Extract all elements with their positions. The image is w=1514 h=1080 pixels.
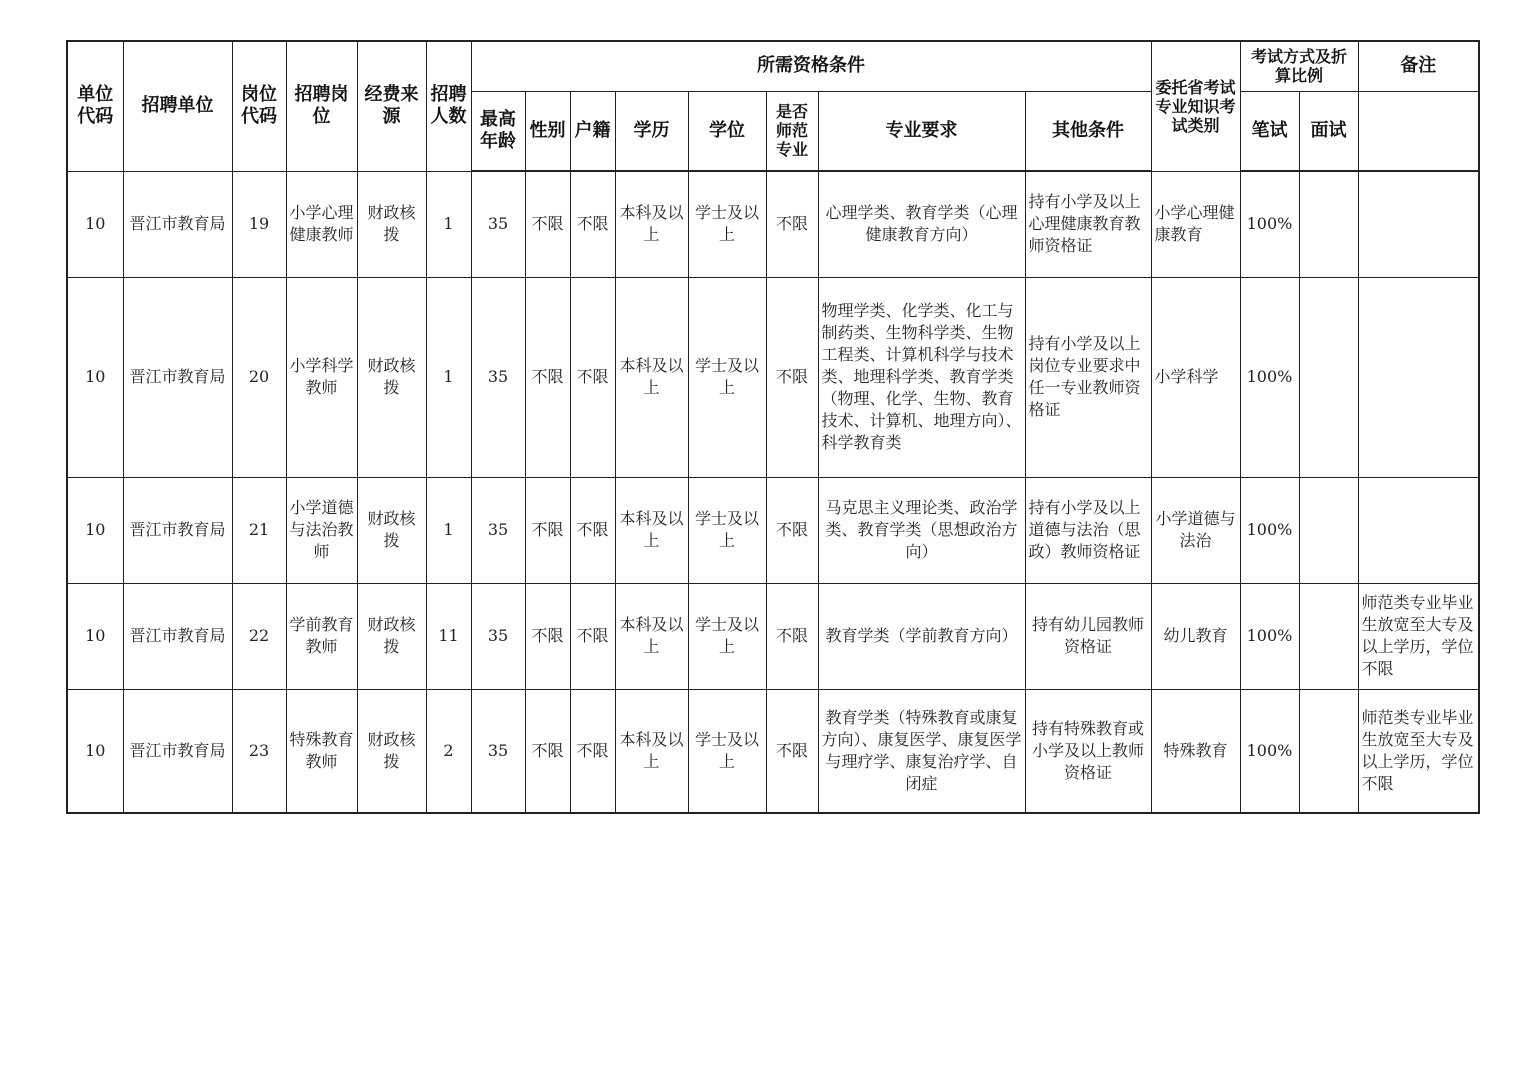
cell-unit-name: 晋江市教育局 (123, 583, 232, 689)
cell-post-name: 小学道德与法治教师 (286, 477, 357, 583)
header-interview: 面试 (1299, 91, 1358, 171)
table-row (67, 171, 1479, 277)
cell-post-code: 21 (232, 477, 286, 583)
cell-degree: 学士及以上 (688, 583, 766, 689)
cell-degree: 学士及以上 (688, 171, 766, 277)
header-hukou: 户籍 (570, 91, 615, 171)
cell-major-req: 教育学类（特殊教育或康复方向）、康复医学、康复医学与理疗学、康复治疗学、自闭症 (818, 689, 1025, 813)
cell-written: 100% (1240, 583, 1299, 689)
cell-unit-name: 晋江市教育局 (123, 477, 232, 583)
header-major-req: 专业要求 (818, 91, 1025, 171)
header-exam-category: 委托省考试专业知识考试类别 (1151, 41, 1240, 171)
table-row (67, 277, 1479, 477)
header-normal-major: 是否师范专业 (766, 91, 818, 171)
cell-major-req: 教育学类（学前教育方向） (818, 583, 1025, 689)
cell-interview (1299, 171, 1358, 277)
cell-max-age: 35 (471, 477, 525, 583)
cell-hukou: 不限 (570, 583, 615, 689)
cell-post-code: 20 (232, 277, 286, 477)
cell-normal-major: 不限 (766, 277, 818, 477)
cell-max-age: 35 (471, 277, 525, 477)
cell-education: 本科及以上 (615, 277, 688, 477)
cell-funding: 财政核拨 (357, 583, 426, 689)
cell-gender: 不限 (525, 583, 570, 689)
cell-max-age: 35 (471, 689, 525, 813)
cell-normal-major: 不限 (766, 477, 818, 583)
cell-hukou: 不限 (570, 171, 615, 277)
cell-hukou: 不限 (570, 689, 615, 813)
cell-unit-name: 晋江市教育局 (123, 277, 232, 477)
cell-max-age: 35 (471, 583, 525, 689)
cell-exam-category: 小学科学 (1151, 277, 1240, 477)
header-max-age: 最高年龄 (471, 91, 525, 171)
cell-education: 本科及以上 (615, 689, 688, 813)
header-qualifications: 所需资格条件 (471, 41, 1151, 91)
cell-remarks: 师范类专业毕业生放宽至大专及以上学历，学位不限 (1358, 583, 1479, 689)
cell-remarks (1358, 171, 1479, 277)
cell-unit-code: 10 (67, 277, 123, 477)
cell-exam-category: 小学心理健康教育 (1151, 171, 1240, 277)
cell-post-name: 特殊教育教师 (286, 689, 357, 813)
table-row (67, 477, 1479, 583)
cell-unit-code: 10 (67, 171, 123, 277)
cell-other: 持有小学及以上岗位专业要求中任一专业教师资格证 (1025, 277, 1151, 477)
header-funding: 经费来源 (357, 41, 426, 171)
header-degree: 学位 (688, 91, 766, 171)
cell-funding: 财政核拨 (357, 477, 426, 583)
header-remarks: 备注 (1358, 41, 1479, 91)
cell-unit-code: 10 (67, 583, 123, 689)
cell-post-name: 小学心理健康教师 (286, 171, 357, 277)
cell-education: 本科及以上 (615, 477, 688, 583)
cell-post-code: 23 (232, 689, 286, 813)
table-row (67, 689, 1479, 813)
cell-interview (1299, 277, 1358, 477)
header-exam-method: 考试方式及折算比例 (1240, 41, 1358, 91)
table-row (67, 583, 1479, 689)
cell-major-req: 马克思主义理论类、政治学类、教育学类（思想政治方向） (818, 477, 1025, 583)
header-written: 笔试 (1240, 91, 1299, 171)
cell-count: 1 (426, 171, 471, 277)
header-gender: 性别 (525, 91, 570, 171)
cell-gender: 不限 (525, 171, 570, 277)
cell-post-code: 22 (232, 583, 286, 689)
header-education: 学历 (615, 91, 688, 171)
cell-hukou: 不限 (570, 477, 615, 583)
cell-written: 100% (1240, 171, 1299, 277)
cell-post-name: 小学科学教师 (286, 277, 357, 477)
cell-remarks (1358, 277, 1479, 477)
cell-gender: 不限 (525, 277, 570, 477)
cell-written: 100% (1240, 277, 1299, 477)
cell-remarks: 师范类专业毕业生放宽至大专及以上学历，学位不限 (1358, 689, 1479, 813)
cell-other: 持有小学及以上道德与法治（思政）教师资格证 (1025, 477, 1151, 583)
cell-count: 11 (426, 583, 471, 689)
cell-count: 1 (426, 277, 471, 477)
header-post-name: 招聘岗位 (286, 41, 357, 171)
cell-normal-major: 不限 (766, 171, 818, 277)
cell-remarks (1358, 477, 1479, 583)
cell-major-req: 心理学类、教育学类（心理健康教育方向） (818, 171, 1025, 277)
cell-unit-code: 10 (67, 689, 123, 813)
cell-hukou: 不限 (570, 277, 615, 477)
cell-unit-name: 晋江市教育局 (123, 171, 232, 277)
cell-exam-category: 幼儿教育 (1151, 583, 1240, 689)
cell-normal-major: 不限 (766, 689, 818, 813)
cell-other: 持有特殊教育或小学及以上教师资格证 (1025, 689, 1151, 813)
cell-education: 本科及以上 (615, 583, 688, 689)
cell-written: 100% (1240, 477, 1299, 583)
header-unit-name: 招聘单位 (123, 41, 232, 171)
header-other: 其他条件 (1025, 91, 1151, 171)
header-remarks-sub (1358, 91, 1479, 171)
header-count: 招聘人数 (426, 41, 471, 171)
cell-post-code: 19 (232, 171, 286, 277)
cell-count: 2 (426, 689, 471, 813)
cell-interview (1299, 477, 1358, 583)
cell-interview (1299, 689, 1358, 813)
cell-unit-name: 晋江市教育局 (123, 689, 232, 813)
cell-degree: 学士及以上 (688, 477, 766, 583)
cell-count: 1 (426, 477, 471, 583)
cell-exam-category: 小学道德与法治 (1151, 477, 1240, 583)
cell-degree: 学士及以上 (688, 277, 766, 477)
cell-funding: 财政核拨 (357, 689, 426, 813)
cell-degree: 学士及以上 (688, 689, 766, 813)
header-post-code: 岗位代码 (232, 41, 286, 171)
cell-post-name: 学前教育教师 (286, 583, 357, 689)
cell-other: 持有小学及以上心理健康教育教师资格证 (1025, 171, 1151, 277)
cell-funding: 财政核拨 (357, 277, 426, 477)
recruitment-table (66, 40, 1480, 814)
cell-other: 持有幼儿园教师资格证 (1025, 583, 1151, 689)
cell-gender: 不限 (525, 477, 570, 583)
cell-education: 本科及以上 (615, 171, 688, 277)
cell-unit-code: 10 (67, 477, 123, 583)
cell-major-req: 物理学类、化学类、化工与制药类、生物科学类、生物工程类、计算机科学与技术类、地理科学类、教育学类（物理、化学、生物、教育技术、计算机、地理方向）、科学教育类 (818, 277, 1025, 477)
cell-funding: 财政核拨 (357, 171, 426, 277)
cell-written: 100% (1240, 689, 1299, 813)
cell-exam-category: 特殊教育 (1151, 689, 1240, 813)
cell-normal-major: 不限 (766, 583, 818, 689)
header-unit-code: 单位代码 (67, 41, 123, 171)
cell-max-age: 35 (471, 171, 525, 277)
cell-interview (1299, 583, 1358, 689)
cell-gender: 不限 (525, 689, 570, 813)
